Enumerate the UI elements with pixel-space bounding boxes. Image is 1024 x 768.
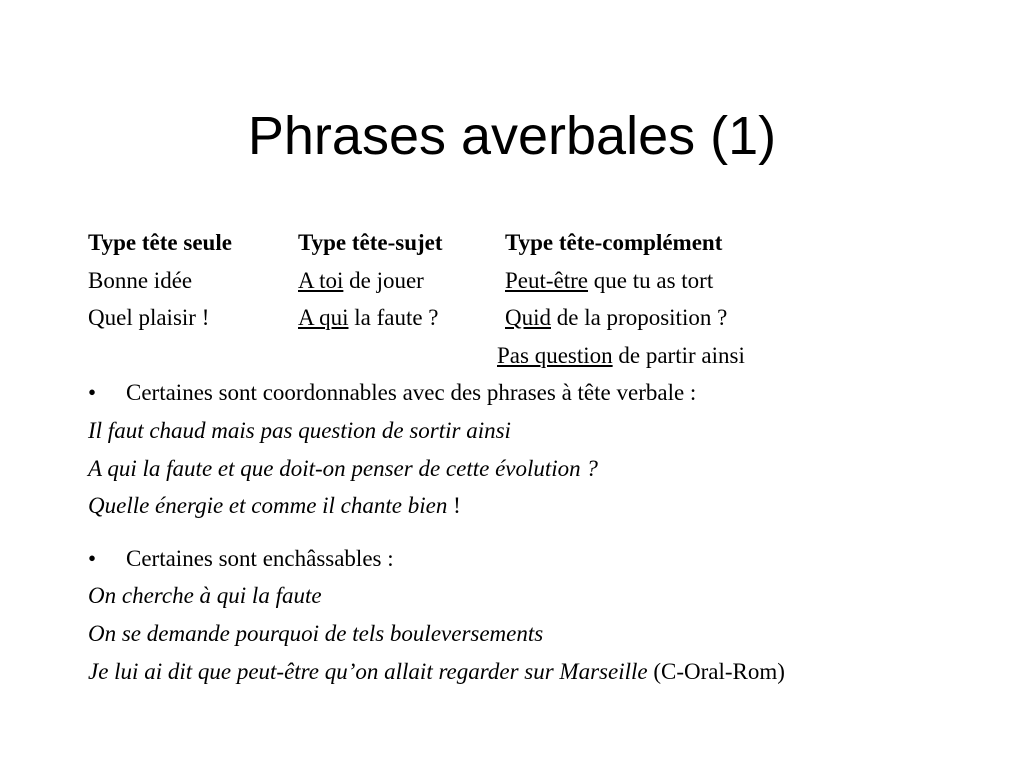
- cell-tete-complement: [497, 337, 745, 375]
- spacer: [88, 525, 988, 540]
- table-row: [88, 299, 988, 337]
- cell-tete-sujet: [298, 262, 424, 300]
- header-type-tete-sujet: Type tête-sujet: [298, 230, 443, 255]
- cell-tete-seule: Bonne idée: [88, 267, 193, 293]
- table-row: [88, 262, 988, 300]
- cell-head-word: Pas question: [497, 342, 613, 368]
- bullet-dot-icon: •: [88, 545, 97, 571]
- example-line: On cherche à qui la faute: [88, 583, 322, 609]
- cell-tete-complement: [505, 262, 713, 300]
- cell-head-word: Peut-être: [505, 267, 589, 293]
- cell-tete-complement: [505, 299, 727, 337]
- example-line: On se demande pourquoi de tels bouleversements: [88, 620, 544, 646]
- bullet-item-coordonnables: [88, 374, 988, 412]
- table-row: [88, 337, 988, 375]
- cell-tete-seule: Quel plaisir !: [88, 305, 210, 331]
- slide-title: Phrases averbales (1): [247, 106, 777, 166]
- cell-head-word: A qui: [298, 305, 349, 331]
- cell-head-word: A toi: [298, 267, 344, 293]
- example-italic: Quelle énergie et comme il chante bien: [88, 493, 448, 519]
- example-line: A qui la faute et que doit-on penser de cette évolution ?: [88, 455, 598, 481]
- example-line: [88, 653, 988, 691]
- bullet-text: Certaines sont coordonnables avec des phrases à tête verbale :: [126, 380, 697, 406]
- cell-rest: de la proposition ?: [551, 305, 728, 331]
- slide-body: [88, 224, 988, 690]
- example-rest: (C-Oral-Rom): [647, 658, 785, 684]
- table-header-row: [88, 224, 988, 262]
- cell-rest: que tu as tort: [588, 267, 714, 293]
- cell-rest: de jouer: [343, 267, 424, 293]
- example-line: [88, 487, 988, 525]
- header-type-tete-complement: Type tête-complément: [505, 230, 723, 255]
- cell-tete-sujet: [298, 299, 439, 337]
- bullet-text: Certaines sont enchâssables :: [126, 545, 394, 571]
- bullet-dot-icon: •: [88, 380, 97, 406]
- cell-rest: de partir ainsi: [612, 342, 745, 368]
- example-rest: !: [447, 493, 461, 519]
- example-italic: Je lui ai dit que peut-être qu’on allait regarder sur Marseille: [88, 658, 648, 684]
- cell-head-word: Quid: [505, 305, 551, 331]
- header-type-tete-seule: Type tête seule: [88, 230, 232, 255]
- cell-rest: la faute ?: [348, 305, 439, 331]
- example-line: Il faut chaud mais pas question de sortir ainsi: [88, 417, 511, 443]
- bullet-item-enchassables: [88, 540, 988, 578]
